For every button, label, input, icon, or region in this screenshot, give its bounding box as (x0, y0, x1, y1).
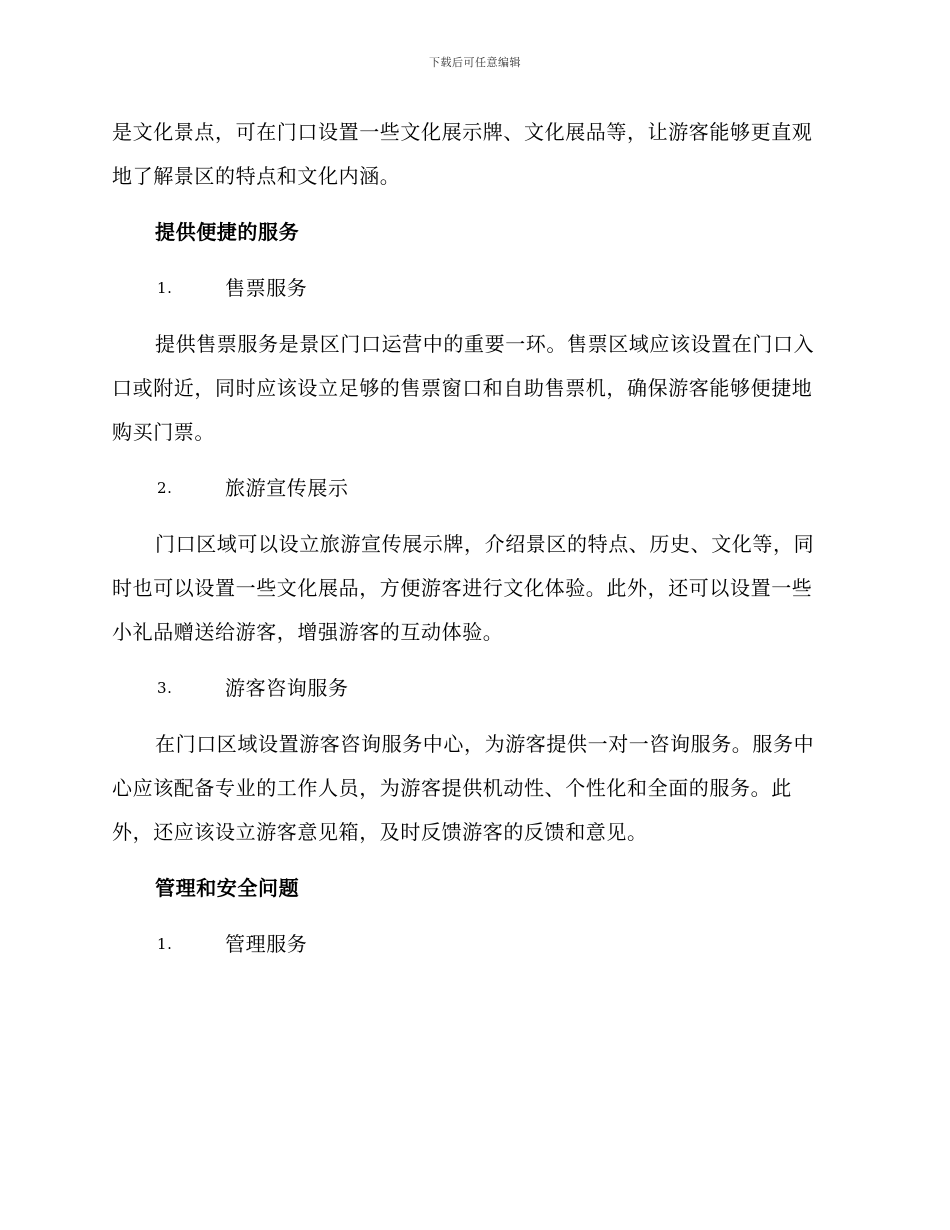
list-item-promotion (112, 466, 832, 510)
document-body (112, 110, 832, 966)
list-item-management (112, 922, 832, 966)
list-label: 管理服务 (225, 932, 308, 956)
paragraph-ticketing: 提供售票服务是景区门口运营中的重要一环。售票区域应该设置在门口入口或附近，同时应该设立足够的售票窗口和自助售票机，确保游客能够便捷地购买门票。 (112, 332, 815, 444)
list-label: 售票服务 (225, 276, 308, 300)
list-item-ticketing (112, 266, 832, 310)
list-number: 3. (157, 679, 173, 697)
paragraph-promotion: 门口区域可以设立旅游宣传展示牌，介绍景区的特点、历史、文化等，同时也可以设置一些文化展品，方便游客进行文化体验。此外，还可以设置一些小礼品赠送给游客，增强游客的互动体验。 (112, 532, 815, 644)
heading-management-safety: 管理和安全问题 (155, 876, 300, 900)
list-number: 1. (157, 935, 173, 953)
list-number: 2. (157, 479, 173, 497)
list-label: 旅游宣传展示 (225, 476, 349, 500)
page-header: 下载后可任意编辑 (429, 56, 521, 69)
paragraph-cultural-display: 是文化景点，可在门口设置一些文化展示牌、文化展品等，让游客能够更直观地了解景区的特点和文化内涵。 (112, 120, 813, 188)
paragraph-consulting: 在门口区域设置游客咨询服务中心，为游客提供一对一咨询服务。服务中心应该配备专业的工作人员，为游客提供机动性、个性化和全面的服务。此外，还应该设立游客意见箱，及时反馈游客的反馈和意见。 (112, 732, 815, 844)
list-item-consulting (112, 666, 832, 710)
list-number: 1. (157, 279, 173, 297)
heading-convenient-services: 提供便捷的服务 (155, 220, 300, 244)
list-label: 游客咨询服务 (225, 676, 349, 700)
